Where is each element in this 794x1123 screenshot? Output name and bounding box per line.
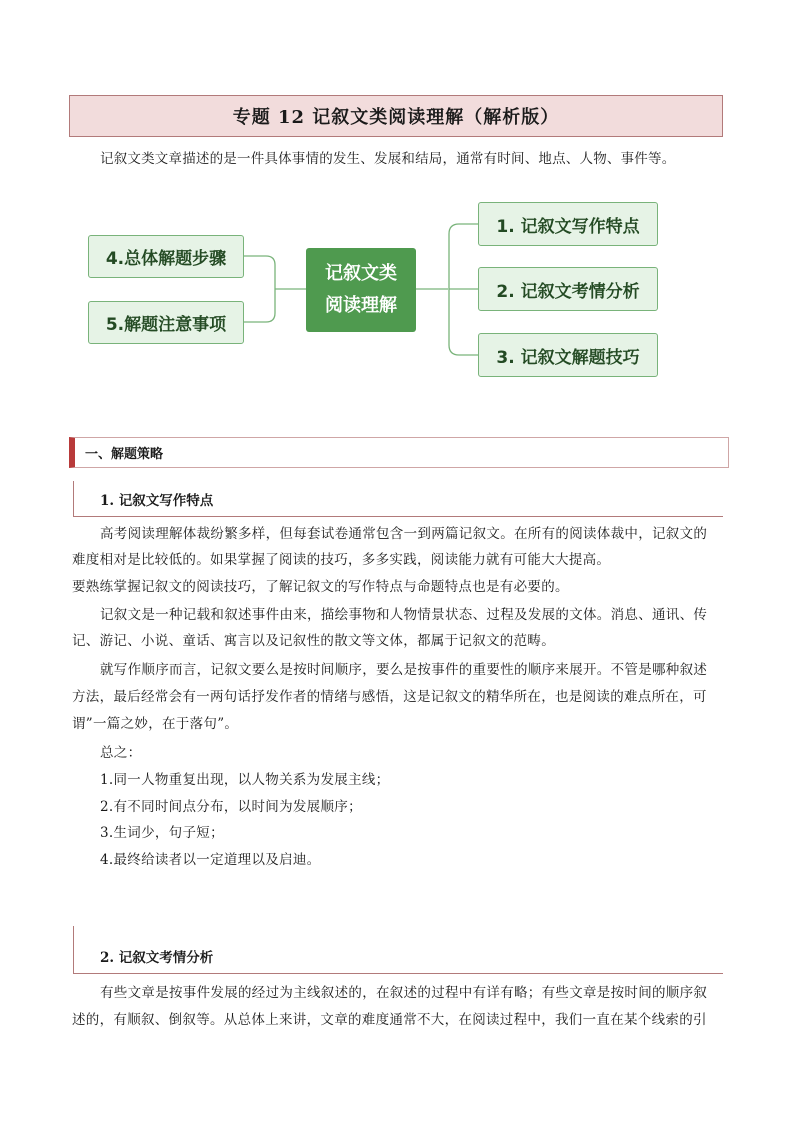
paragraph-line: 难度相对是比较低的。如果掌握了阅读的技巧，多多实践，阅读能力就有可能大大提高。	[72, 552, 611, 568]
intro-paragraph: 记叙文类文章描述的是一件具体事情的发生、发展和结局，通常有时间、地点、人物、事件等。	[100, 151, 676, 167]
list-item: 3.生词少，句子短；	[100, 825, 224, 841]
paragraph-line: 方法，最后经常会有一两句话抒发作者的情绪与感悟，这是记叙文的精华所在，也是阅读的难点所在，可	[72, 689, 707, 705]
paragraph-line: 记叙文是一种记载和叙述事件由来，描绘事物和人物情景状态、过程及发展的文体。消息、通讯、传	[100, 607, 708, 623]
mindmap-center-line1: 记叙文类	[325, 263, 397, 284]
paragraph-line: 记、游记、小说、童话、寓言以及记叙性的散文等文体，都属于记叙文的范畴。	[72, 633, 555, 649]
mindmap-node-features: 1. 记叙文写作特点	[478, 202, 658, 246]
summary-label: 总之：	[100, 745, 142, 761]
mindmap-center-line2: 阅读理解	[325, 295, 397, 316]
page-title: 专题 12 记叙文类阅读理解（解析版）	[69, 95, 723, 137]
mindmap-node-notes: 5.解题注意事项	[88, 301, 244, 344]
mindmap-connectors	[0, 0, 794, 420]
subsection-heading-features: 1. 记叙文写作特点	[73, 481, 723, 517]
mindmap-node-steps: 4.总体解题步骤	[88, 235, 244, 278]
paragraph-line: 高考阅读理解体裁纷繁多样，但每套试卷通常包含一到两篇记叙文。在所有的阅读体裁中，记叙文的	[100, 526, 708, 542]
mindmap-node-analysis: 2. 记叙文考情分析	[478, 267, 658, 311]
list-item: 4.最终给读者以一定道理以及启迪。	[100, 852, 321, 868]
paragraph-line: 述的，有顺叙、倒叙等。从总体上来讲，文章的难度通常不大，在阅读过程中，我们一直在某个线索的引	[72, 1012, 707, 1028]
paragraph-line: 有些文章是按事件发展的经过为主线叙述的，在叙述的过程中有详有略；有些文章是按时间的顺序叙	[100, 985, 708, 1001]
mindmap-node-techniques: 3. 记叙文解题技巧	[478, 333, 658, 377]
section-heading: 一、解题策略	[69, 437, 729, 468]
list-item: 1.同一人物重复出现，以人物关系为发展主线；	[100, 772, 390, 788]
paragraph-line: 就写作顺序而言，记叙文要么是按时间顺序，要么是按事件的重要性的顺序来展开。不管是哪种叙述	[100, 662, 708, 678]
list-item: 2.有不同时间点分布，以时间为发展顺序；	[100, 799, 362, 815]
paragraph-line: 要熟练掌握记叙文的阅读技巧，了解记叙文的写作特点与命题特点也是有必要的。	[72, 579, 569, 595]
subsection-heading-analysis: 2. 记叙文考情分析	[73, 926, 723, 974]
mindmap-center-node	[306, 248, 416, 332]
paragraph-line: 谓”一篇之妙，在于落句”。	[72, 716, 239, 732]
